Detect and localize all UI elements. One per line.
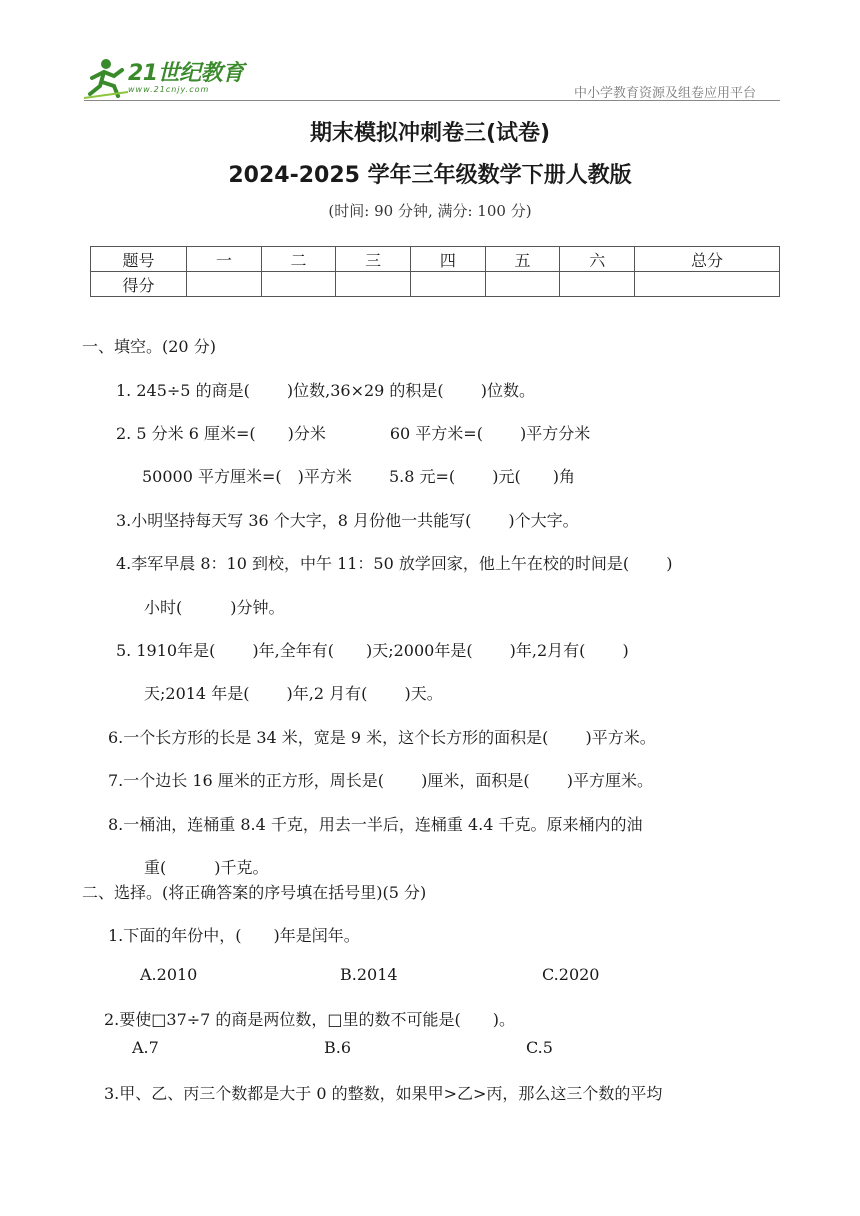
question-2-1: 1.下面的年份中，( )年是闰年。: [108, 926, 360, 945]
question-1-1: 1. 245÷5 的商是( )位数,36×29 的积是( )位数。: [116, 381, 536, 400]
score-row-label: 得分: [91, 272, 187, 297]
exam-subtitle-grade: 2024-2025 学年三年级数学下册人教版: [228, 163, 632, 188]
score-table-header-cell: 题号: [91, 247, 187, 272]
question-1-8a: 8.一桶油，连桶重 8.4 千克，用去一半后，连桶重 4.4 千克。原来桶内的油: [108, 815, 643, 834]
score-table-header-cell: 一: [187, 247, 262, 272]
score-table-header-row: [91, 247, 780, 272]
question-1-4a: 4.李军早晨 8：10 到校，中午 11：50 放学回家，他上午在校的时间是( ): [116, 554, 673, 573]
question-1-7: 7.一个边长 16 厘米的正方形，周长是( )厘米，面积是( )平方厘米。: [108, 771, 653, 790]
section-1-heading: 一、填空。(20 分): [82, 337, 216, 356]
question-2-2-option-b[interactable]: B.6: [324, 1038, 352, 1057]
score-cell[interactable]: [336, 272, 411, 297]
logo-url: www.21cnjy.com: [128, 85, 210, 94]
question-1-3: 3.小明坚持每天写 36 个大字，8 月份他一共能写( )个大字。: [116, 511, 579, 530]
score-table-score-row: [91, 272, 780, 297]
score-table-header-cell: 总分: [635, 247, 780, 272]
score-table-header-cell: 四: [411, 247, 486, 272]
question-2-1-option-a[interactable]: A.2010: [140, 965, 198, 984]
score-cell[interactable]: [560, 272, 635, 297]
score-cell[interactable]: [485, 272, 560, 297]
question-1-5b: 天;2014 年是( )年,2 月有( )天。: [144, 684, 443, 703]
score-table-header-cell: 六: [560, 247, 635, 272]
question-2-2-option-c[interactable]: C.5: [526, 1038, 553, 1057]
score-table-header-cell: 二: [261, 247, 336, 272]
section-2-heading: 二、选择。(将正确答案的序号填在括号里)(5 分): [82, 883, 427, 902]
exam-title: 期末模拟冲刺卷三(试卷): [309, 121, 551, 146]
platform-label: 中小学教育资源及组卷应用平台: [574, 86, 757, 101]
question-1-2b: 50000 平方厘米=( )平方米 5.8 元=( )元( )角: [142, 467, 575, 486]
question-1-8b: 重( )千克。: [144, 858, 269, 877]
logo-text: 21世纪教育: [128, 61, 244, 86]
question-1-6: 6.一个长方形的长是 34 米，宽是 9 米，这个长方形的面积是( )平方米。: [108, 728, 656, 747]
exam-time-score: (时间: 90 分钟, 满分: 100 分): [328, 202, 532, 220]
score-cell[interactable]: [187, 272, 262, 297]
question-2-1-option-c[interactable]: C.2020: [542, 965, 600, 984]
question-1-2a: 2. 5 分米 6 厘米=( )分米 60 平方米=( )平方分米: [116, 424, 591, 443]
score-cell[interactable]: [261, 272, 336, 297]
question-2-2-option-a[interactable]: A.7: [132, 1038, 159, 1057]
score-cell[interactable]: [635, 272, 780, 297]
score-table-header-cell: 五: [485, 247, 560, 272]
question-2-1-option-b[interactable]: B.2014: [340, 965, 398, 984]
header-divider: [84, 100, 780, 101]
question-2-2: 2.要使□37÷7 的商是两位数，□里的数不可能是( )。: [104, 1010, 516, 1029]
score-cell[interactable]: [411, 272, 486, 297]
score-table-header-cell: 三: [336, 247, 411, 272]
question-1-5a: 5. 1910年是( )年,全年有( )天;2000年是( )年,2月有( ): [116, 641, 629, 660]
question-2-3: 3.甲、乙、丙三个数都是大于 0 的整数，如果甲>乙>丙，那么这三个数的平均: [104, 1084, 663, 1103]
score-table: [90, 246, 780, 297]
question-1-4b: 小时( )分钟。: [144, 598, 285, 617]
